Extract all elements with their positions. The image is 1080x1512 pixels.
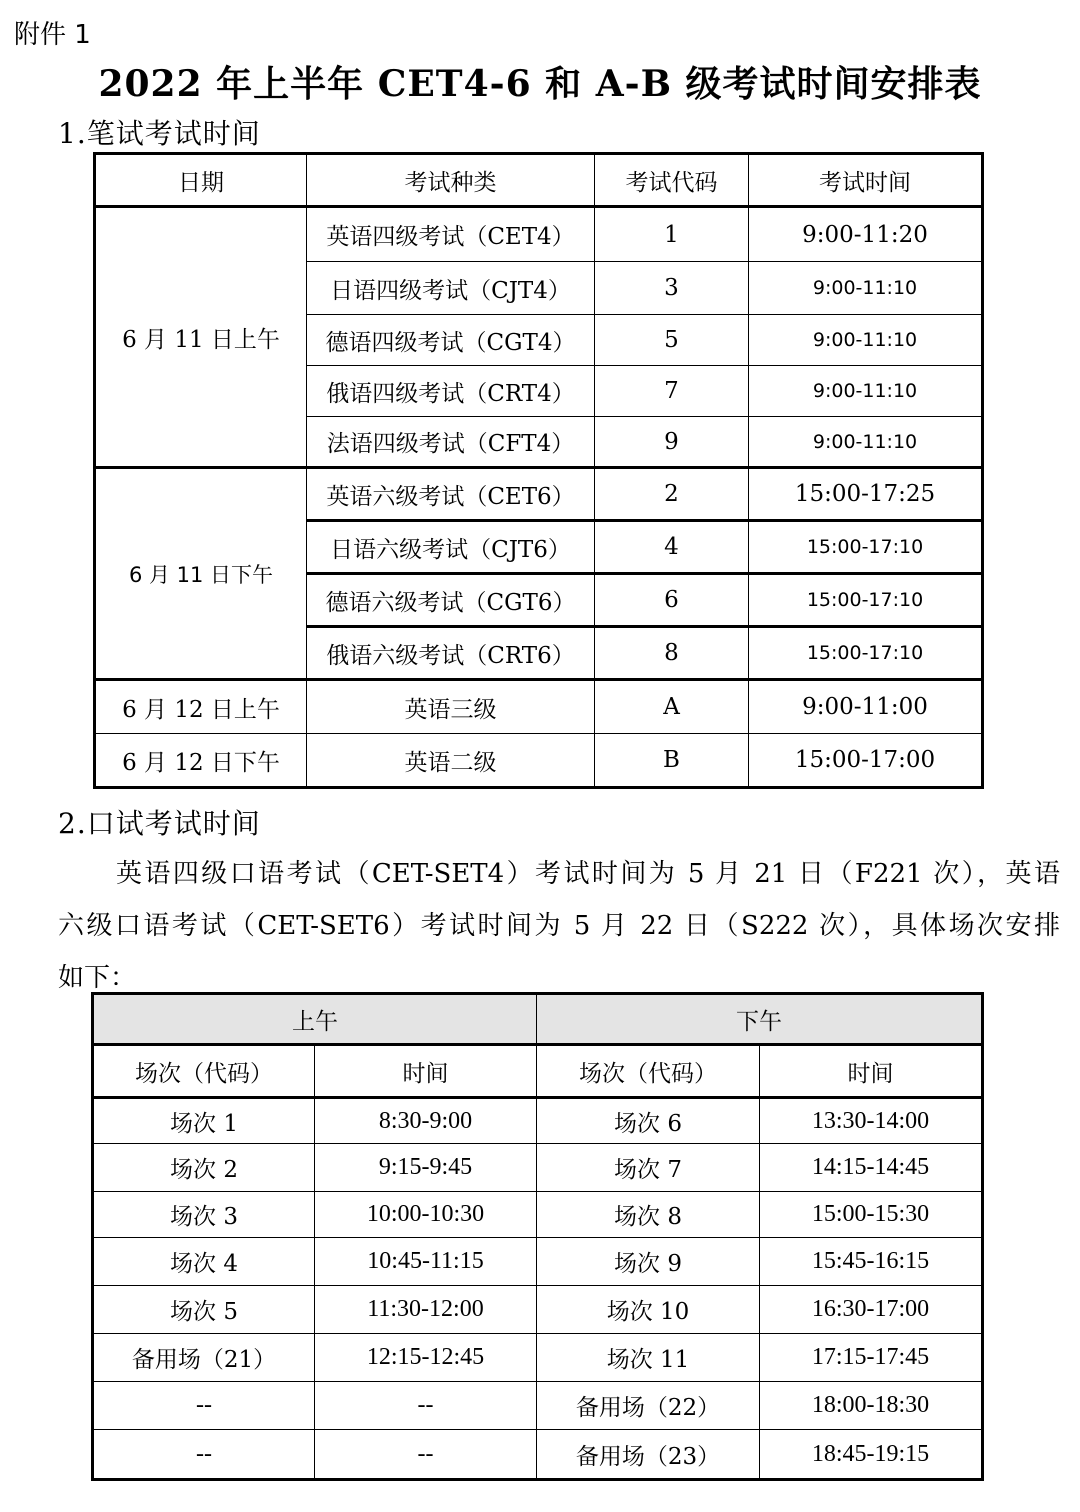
pm-time-cell: 13:30-14:00 [760,1098,983,1144]
section-heading-written: 1.笔试考试时间 [58,117,261,150]
pm-time-cell: 15:00-15:30 [760,1192,983,1238]
exam-time-cell: 9:00-11:10 [749,366,983,417]
column-header-row [93,1045,983,1098]
header-pm-time: 时间 [760,1045,983,1098]
exam-code-cell: 4 [595,521,749,574]
pm-session-cell: 备用场（23） [537,1430,760,1480]
header-morning: 上午 [93,994,537,1045]
exam-time-cell: 9:00-11:00 [749,680,983,734]
pm-time-cell: 17:15-17:45 [760,1334,983,1382]
exam-type-cell: 日语六级考试（CJT6） [307,521,595,574]
am-time-cell: 10:00-10:30 [315,1192,537,1238]
period-header-row [93,994,983,1045]
pm-time-cell: 16:30-17:00 [760,1286,983,1334]
exam-time-cell: 9:00-11:10 [749,262,983,315]
document-title: 2022 年上半年 CET4-6 和 A-B 级考试时间安排表 [98,63,982,105]
am-session-cell: 场次 3 [93,1192,315,1238]
am-time-cell: 10:45-11:15 [315,1238,537,1286]
pm-session-cell: 场次 7 [537,1144,760,1192]
exam-time-cell: 15:00-17:10 [749,521,983,574]
am-time-cell: -- [315,1382,537,1430]
table-row [93,1098,983,1144]
header-exam-time: 考试时间 [749,154,983,207]
exam-time-cell: 15:00-17:10 [749,574,983,627]
table-row [95,734,983,788]
pm-session-cell: 场次 11 [537,1334,760,1382]
exam-type-cell: 俄语六级考试（CRT6） [307,627,595,680]
table-row [93,1286,983,1334]
exam-code-cell: 2 [595,468,749,521]
exam-type-cell: 英语二级 [307,734,595,788]
am-session-cell: 场次 1 [93,1098,315,1144]
pm-session-cell: 备用场（22） [537,1382,760,1430]
am-time-cell: 8:30-9:00 [315,1098,537,1144]
exam-code-cell: 1 [595,207,749,262]
table-row [95,468,983,521]
pm-session-cell: 场次 8 [537,1192,760,1238]
am-time-cell: -- [315,1430,537,1480]
table-row [93,1430,983,1480]
am-session-cell: 场次 5 [93,1286,315,1334]
exam-time-cell: 9:00-11:10 [749,315,983,366]
exam-time-cell: 15:00-17:10 [749,627,983,680]
header-date: 日期 [95,154,307,207]
exam-type-cell: 德语六级考试（CGT6） [307,574,595,627]
paragraph-line: 英语四级口语考试（CET-SET4）考试时间为 5 月 21 日（F221 次），英语 [116,859,1060,889]
paragraph-line: 如下： [58,963,137,993]
pm-time-cell: 14:15-14:45 [760,1144,983,1192]
exam-time-cell: 9:00-11:10 [749,417,983,468]
table-row [93,1144,983,1192]
date-cell: 6 月 12 日下午 [95,734,307,788]
pm-session-cell: 场次 10 [537,1286,760,1334]
exam-code-cell: 5 [595,315,749,366]
table-row [93,1192,983,1238]
exam-code-cell: 7 [595,366,749,417]
oral-exam-paragraph [58,848,1060,1004]
oral-exam-table [91,992,984,1481]
am-time-cell: 12:15-12:45 [315,1334,537,1382]
exam-time-cell: 15:00-17:00 [749,734,983,788]
header-am-session: 场次（代码） [93,1045,315,1098]
section-heading-oral: 2.口试考试时间 [58,807,261,840]
exam-time-cell: 9:00-11:20 [749,207,983,262]
exam-type-cell: 俄语四级考试（CRT4） [307,366,595,417]
exam-code-cell: 3 [595,262,749,315]
exam-type-cell: 英语四级考试（CET4） [307,207,595,262]
exam-code-cell: B [595,734,749,788]
pm-session-cell: 场次 6 [537,1098,760,1144]
header-exam-type: 考试种类 [307,154,595,207]
exam-time-cell: 15:00-17:25 [749,468,983,521]
table-row [93,1382,983,1430]
exam-code-cell: 6 [595,574,749,627]
am-session-cell: 场次 2 [93,1144,315,1192]
am-session-cell: 备用场（21） [93,1334,315,1382]
paragraph-line: 六级口语考试（CET-SET6）考试时间为 5 月 22 日（S222 次），具体场次安排 [58,911,1060,941]
am-session-cell: 场次 4 [93,1238,315,1286]
table-row [95,680,983,734]
exam-code-cell: 9 [595,417,749,468]
table-row [93,1334,983,1382]
table-row [95,207,983,262]
exam-type-cell: 英语三级 [307,680,595,734]
pm-session-cell: 场次 9 [537,1238,760,1286]
date-cell: 6 月 12 日上午 [95,680,307,734]
am-session-cell: -- [93,1382,315,1430]
am-time-cell: 9:15-9:45 [315,1144,537,1192]
attachment-label: 附件 1 [14,20,91,50]
exam-type-cell: 德语四级考试（CGT4） [307,315,595,366]
am-session-cell: -- [93,1430,315,1480]
date-cell: 6 月 11 日上午 [95,207,307,468]
header-exam-code: 考试代码 [595,154,749,207]
table-row [93,1238,983,1286]
written-exam-table [93,152,984,789]
table-header-row [95,154,983,207]
header-am-time: 时间 [315,1045,537,1098]
date-cell: 6 月 11 日下午 [95,468,307,680]
pm-time-cell: 18:00-18:30 [760,1382,983,1430]
exam-type-cell: 法语四级考试（CFT4） [307,417,595,468]
pm-time-cell: 18:45-19:15 [760,1430,983,1480]
exam-code-cell: A [595,680,749,734]
pm-time-cell: 15:45-16:15 [760,1238,983,1286]
am-time-cell: 11:30-12:00 [315,1286,537,1334]
header-pm-session: 场次（代码） [537,1045,760,1098]
header-afternoon: 下午 [537,994,983,1045]
exam-code-cell: 8 [595,627,749,680]
exam-type-cell: 英语六级考试（CET6） [307,468,595,521]
exam-type-cell: 日语四级考试（CJT4） [307,262,595,315]
